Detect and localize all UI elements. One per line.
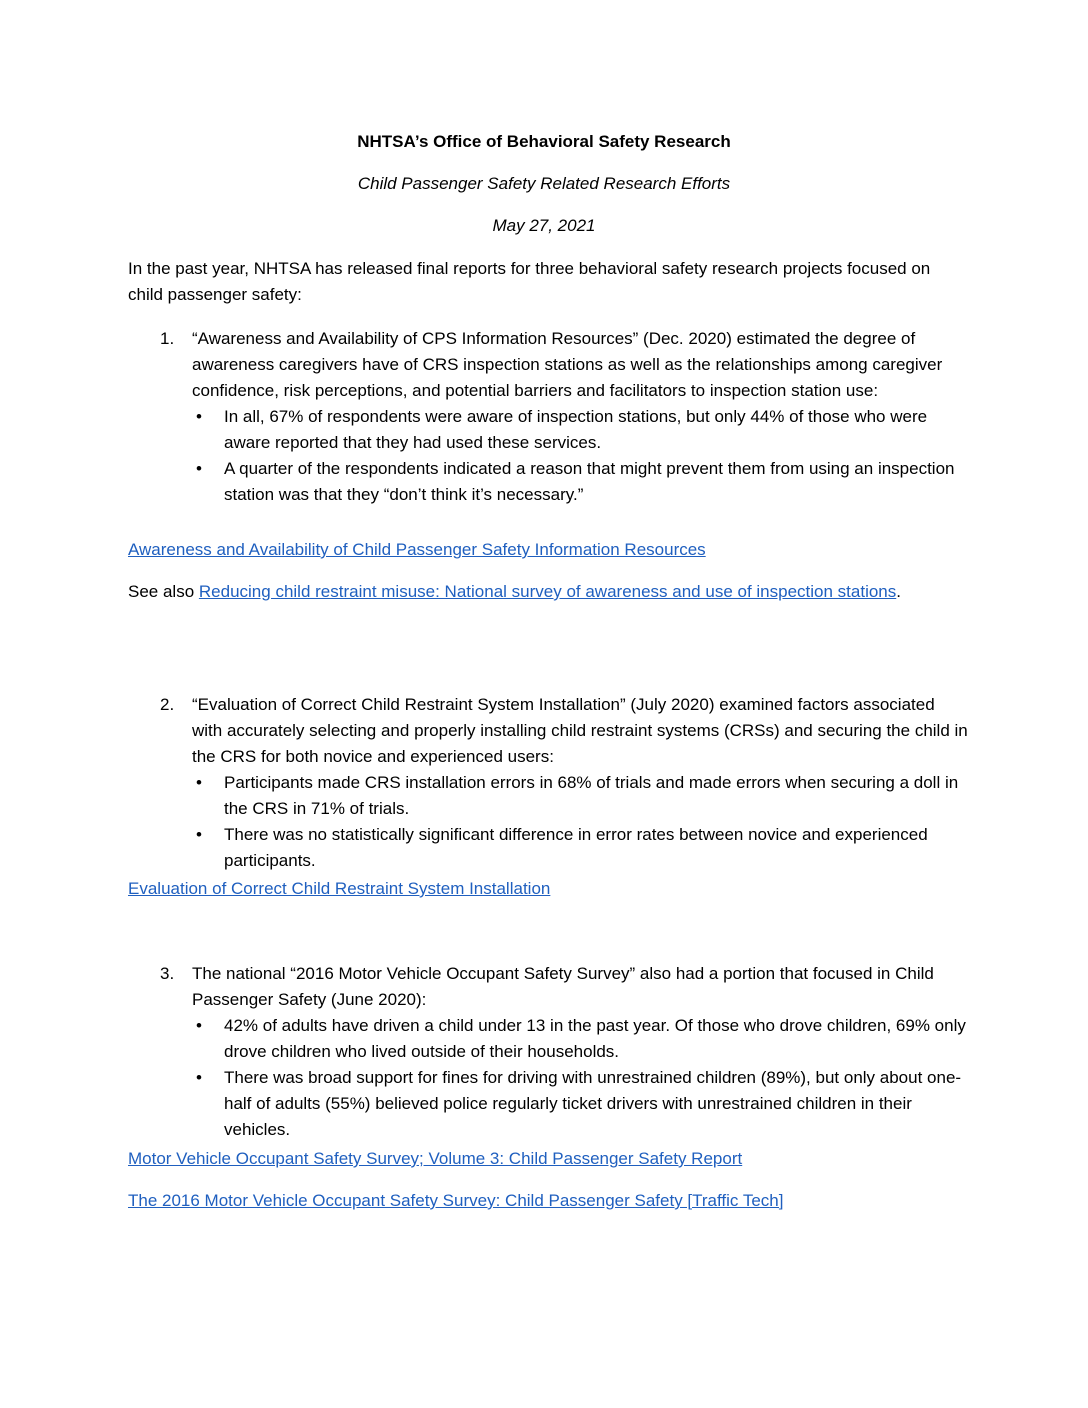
list-item-1: [160, 326, 968, 508]
bullet-text: 42% of adults have driven a child under 13 in the past year. Of those who drove children, 69% only drove children who lived outside of their households.: [224, 1016, 966, 1061]
reducing-misuse-link[interactable]: Reducing child restraint misuse: National survey of awareness and use of inspection stations: [198, 582, 897, 601]
bullet-text: A quarter of the respondents indicated a reason that might prevent them from using an inspection station was that they “don’t think it’s necessary.”: [224, 459, 955, 504]
link-line: [128, 1146, 968, 1172]
intro-paragraph: In the past year, NHTSA has released final reports for three behavioral safety research projects focused on child passenger safety:: [128, 259, 931, 304]
list-item-text: The national “2016 Motor Vehicle Occupant Safety Survey” also had a portion that focused in Child Passenger Safety (June 2020):: [192, 964, 934, 1009]
bullet-text: There was broad support for fines for driving with unrestrained children (89%), but only about one-half of adults (55%) believed police regularly ticket drivers with unrestrained children in their vehicles.: [224, 1068, 962, 1139]
bullet-item: [192, 404, 968, 456]
document-title: NHTSA’s Office of Behavioral Safety Research: [357, 132, 731, 151]
document-date: May 27, 2021: [492, 216, 596, 235]
list-item-text: “Awareness and Availability of CPS Information Resources” (Dec. 2020) estimated the degree of awareness caregivers have of CRS inspection stations as well as the relationships among caregiver confidence, risk perceptions, and potential barriers and facilitators to inspection station use:: [192, 329, 943, 400]
traffic-tech-link[interactable]: The 2016 Motor Vehicle Occupant Safety Survey: Child Passenger Safety [Traffic Tech]: [128, 1191, 784, 1210]
see-also-suffix: .: [896, 582, 901, 601]
bullet-icon: •: [196, 407, 202, 426]
list-number: 2.: [160, 695, 175, 714]
see-also-prefix: See also: [128, 582, 199, 601]
link-line: [128, 876, 968, 902]
see-also-paragraph: [128, 579, 968, 605]
bullet-icon: •: [196, 773, 202, 792]
bullet-icon: •: [196, 459, 202, 478]
survey-volume3-link[interactable]: Motor Vehicle Occupant Safety Survey; Volume 3: Child Passenger Safety Report: [128, 1149, 743, 1168]
bullet-item: [192, 456, 968, 508]
bullet-text: There was no statistically significant difference in error rates between novice and experienced participants.: [224, 825, 928, 870]
bullet-icon: •: [196, 1068, 202, 1087]
bullet-item: [192, 770, 968, 822]
link-line: [128, 1188, 968, 1214]
bullet-text: In all, 67% of respondents were aware of inspection stations, but only 44% of those who were aware reported that they had used these services.: [224, 407, 928, 452]
bullet-text: Participants made CRS installation errors in 68% of trials and made errors when securing a doll in the CRS in 71% of trials.: [224, 773, 959, 818]
list-number: 3.: [160, 964, 175, 983]
list-item-text: “Evaluation of Correct Child Restraint System Installation” (July 2020) examined factors associated with accurately selecting and properly installing child restraint systems (CRSs) and securing the child in the CRS for both novice and experienced users:: [192, 695, 968, 766]
bullet-item: [192, 1013, 968, 1065]
list-item-2: [160, 692, 968, 874]
link-line: [128, 537, 968, 563]
evaluation-report-link[interactable]: Evaluation of Correct Child Restraint System Installation: [128, 879, 551, 898]
bullet-icon: •: [196, 825, 202, 844]
awareness-report-link[interactable]: Awareness and Availability of Child Passenger Safety Information Resources: [128, 540, 706, 559]
list-number: 1.: [160, 329, 175, 348]
document-subtitle: Child Passenger Safety Related Research Efforts: [357, 174, 731, 193]
bullet-item: [192, 1065, 968, 1143]
bullet-icon: •: [196, 1016, 202, 1035]
bullet-item: [192, 822, 968, 874]
list-item-3: [160, 961, 968, 1143]
